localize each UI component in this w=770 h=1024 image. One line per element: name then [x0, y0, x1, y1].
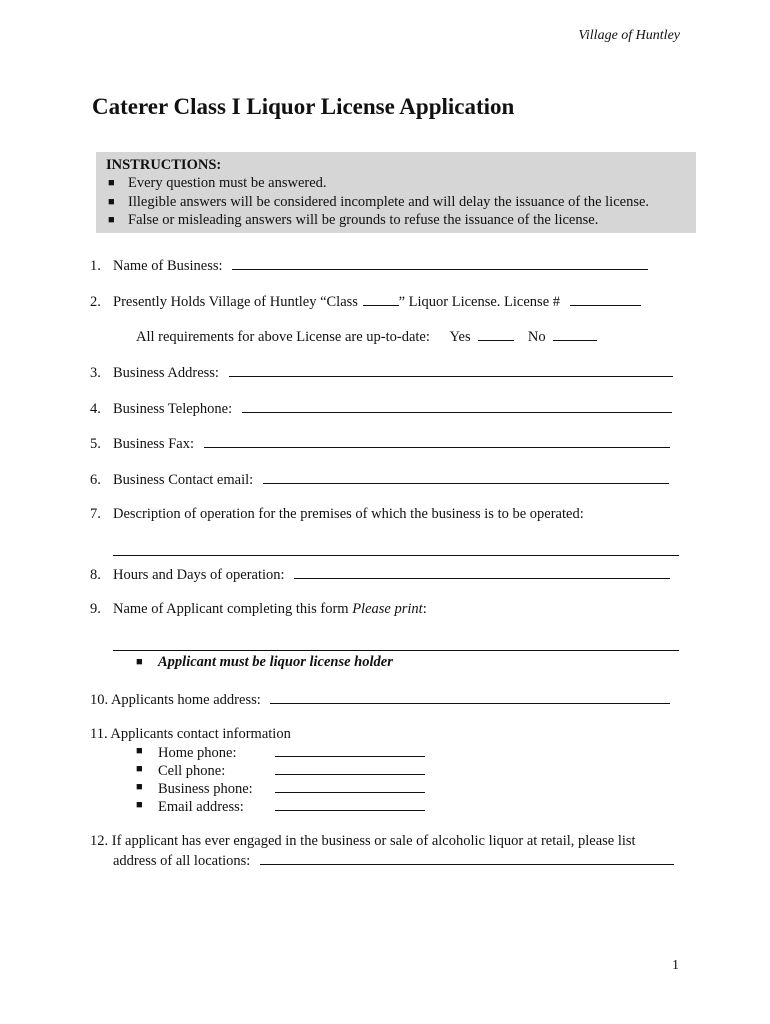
email-address-field[interactable] — [275, 796, 425, 811]
q9-label: Name of Applicant completing this form — [113, 601, 349, 617]
question-12-line2 — [113, 850, 674, 870]
instructions-list — [106, 174, 686, 230]
square-bullet-icon: ■ — [136, 799, 143, 811]
question-2: 2. Presently Holds Village of Huntley “Class ” Liquor License. License # — [90, 291, 641, 311]
q5-label: Business Fax: — [113, 436, 194, 452]
locations-field[interactable] — [260, 850, 674, 865]
square-bullet-icon: ■ — [108, 195, 115, 208]
business-name-field[interactable] — [232, 255, 648, 270]
contact-item-home-phone: ■ Home phone: — [136, 742, 425, 762]
requirements-up-to-date — [136, 326, 597, 346]
business-phone-field[interactable] — [275, 778, 425, 793]
business-telephone-field[interactable] — [242, 398, 672, 413]
q7-label: Description of operation for the premises of which the business is to be operated: — [113, 506, 584, 522]
q9-note — [136, 653, 393, 671]
page-number: 1 — [672, 958, 679, 973]
question-4: 4. Business Telephone: — [90, 398, 672, 418]
instructions-box — [96, 152, 696, 233]
applicant-name-field[interactable] — [113, 650, 679, 651]
question-9: 9. Name of Applicant completing this form Please print: — [90, 601, 427, 617]
no-field[interactable] — [553, 326, 597, 341]
q11-label: Applicants contact information — [110, 726, 291, 742]
business-email-field[interactable] — [263, 469, 669, 484]
business-address-field[interactable] — [229, 362, 673, 377]
requirements-label: All requirements for above License are up-to-date: — [136, 329, 430, 345]
q12-label2: address of all locations: — [113, 853, 251, 869]
square-bullet-icon: ■ — [136, 656, 143, 668]
home-phone-field[interactable] — [275, 742, 425, 757]
cell-phone-field[interactable] — [275, 760, 425, 775]
q2-label-a: Presently Holds Village of Huntley “Class — [113, 294, 358, 310]
q2-label-b: ” Liquor License. License # — [398, 294, 561, 310]
no-label: No — [527, 329, 546, 345]
contact-item-email: ■ Email address: — [136, 796, 425, 816]
business-fax-field[interactable] — [204, 433, 670, 448]
q9-label-italic: Please print — [352, 601, 423, 617]
q6-label: Business Contact email: — [113, 472, 254, 488]
question-5: 5. Business Fax: — [90, 433, 670, 453]
question-8: 8. Hours and Days of operation: — [90, 564, 670, 584]
question-12: 12. If applicant has ever engaged in the business or sale of alcoholic liquor at retail, please list — [90, 833, 636, 849]
q4-label: Business Telephone: — [113, 401, 233, 417]
question-11: 11. Applicants contact information — [90, 726, 291, 742]
question-7: 7. Description of operation for the premises of which the business is to be operated: — [90, 506, 584, 522]
q3-label: Business Address: — [113, 365, 219, 381]
square-bullet-icon: ■ — [136, 781, 143, 793]
q12-label: If applicant has ever engaged in the business or sale of alcoholic liquor at retail, please list — [111, 833, 636, 849]
question-10: 10. Applicants home address: — [90, 689, 670, 709]
instructions-title: INSTRUCTIONS: — [106, 157, 222, 173]
square-bullet-icon: ■ — [136, 763, 143, 775]
question-6: 6. Business Contact email: — [90, 469, 669, 489]
license-number-field[interactable] — [570, 291, 641, 306]
home-address-field[interactable] — [270, 689, 670, 704]
description-field[interactable] — [113, 555, 679, 556]
square-bullet-icon: ■ — [108, 177, 115, 189]
q1-label: Name of Business: — [113, 258, 223, 274]
hours-days-field[interactable] — [294, 564, 670, 579]
square-bullet-icon: ■ — [108, 214, 115, 226]
q8-label: Hours and Days of operation: — [113, 567, 285, 583]
yes-label: Yes — [449, 329, 471, 345]
instruction-item: ■ Illegible answers will be considered incomplete and will delay the issuance of the license. — [108, 193, 650, 210]
question-3: 3. Business Address: — [90, 362, 673, 382]
instruction-item: ■ False or misleading answers will be grounds to refuse the issuance of the license. — [108, 212, 599, 228]
applicant-note: Applicant must be liquor license holder — [158, 654, 393, 670]
license-class-field[interactable] — [363, 291, 399, 306]
page-title: Caterer Class I Liquor License Application — [92, 94, 515, 119]
contact-item-cell-phone: ■ Cell phone: — [136, 760, 425, 780]
q10-label: Applicants home address: — [110, 692, 261, 708]
header-org: Village of Huntley — [578, 28, 680, 43]
contact-item-business-phone: ■ Business phone: — [136, 778, 425, 798]
yes-field[interactable] — [478, 326, 514, 341]
instruction-item: ■ Every question must be answered. — [108, 175, 327, 191]
square-bullet-icon: ■ — [136, 745, 143, 757]
question-1: 1. Name of Business: — [90, 255, 648, 275]
